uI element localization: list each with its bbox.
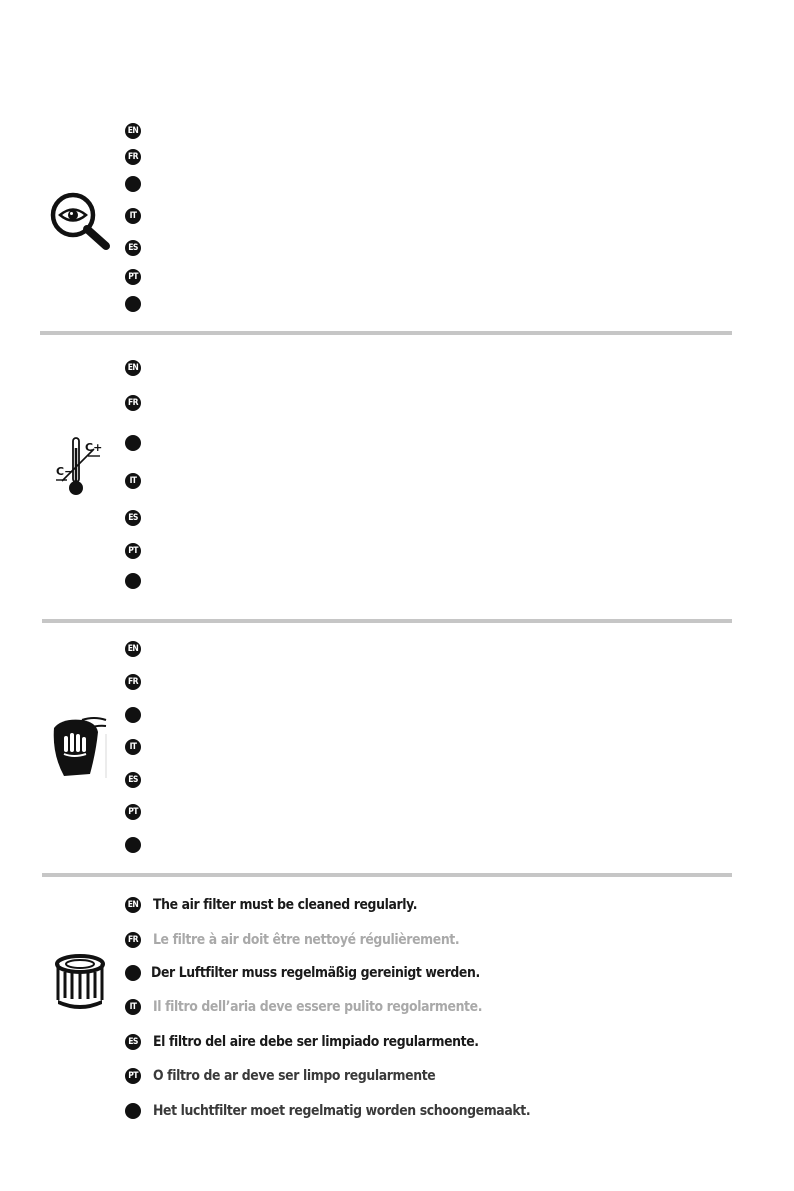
lang-row-de [125, 706, 141, 724]
lang-row-nl [125, 295, 141, 313]
lang-row-nl [125, 836, 141, 854]
lang-row-fr [125, 673, 141, 691]
lang-row-pt [125, 268, 141, 286]
lang-badge-es: ES [125, 1034, 141, 1050]
lang-row-pt [125, 542, 141, 560]
lang-badge-de [125, 707, 141, 723]
text-nl: Het luchtfilter moet regelmatig worden schoongemaakt. [153, 1103, 531, 1119]
thermo-minus-label: C− [56, 465, 74, 478]
text-es: El filtro del aire debe ser limpiado regularmente. [153, 1034, 479, 1050]
lang-badge-de [125, 435, 141, 451]
lang-row-en [125, 359, 141, 377]
lang-badge-fr: FR [125, 674, 141, 690]
lang-badge-pt: PT [125, 269, 141, 285]
lang-badge-en: EN [125, 360, 141, 376]
lang-badge-nl [125, 1103, 141, 1119]
section-divider [40, 331, 732, 335]
lang-badge-fr: FR [125, 932, 141, 948]
air-filter-icon [54, 954, 106, 1014]
lang-row-nl [125, 572, 141, 590]
lang-badge-es: ES [125, 240, 141, 256]
text-it: Il filtro dell’aria deve essere pulito regolarmente. [153, 999, 483, 1015]
lang-badge-es: ES [125, 772, 141, 788]
lang-badge-fr: FR [125, 395, 141, 411]
lang-row-it [125, 472, 141, 490]
lang-badge-de [125, 965, 141, 981]
lang-row-pt [125, 1067, 481, 1085]
lang-badge-nl [125, 573, 141, 589]
text-fr: Le filtre à air doit être nettoyé régulièrement. [153, 932, 460, 948]
text-pt: O filtro de ar deve ser limpo regularmente [153, 1068, 436, 1084]
lang-row-fr [125, 931, 509, 949]
lang-row-es [125, 771, 141, 789]
lang-badge-nl [125, 296, 141, 312]
lang-row-de [125, 964, 533, 982]
thermometer-icon [54, 436, 104, 498]
lang-row-nl [125, 1102, 592, 1120]
lang-row-pt [125, 803, 141, 821]
text-en: The air filter must be cleaned regularly. [153, 897, 418, 913]
lang-row-es [125, 239, 141, 257]
lang-row-fr [125, 394, 141, 412]
thermo-plus-label: C+ [85, 441, 103, 454]
lang-row-en [125, 896, 460, 914]
lang-row-it [125, 207, 141, 225]
lang-badge-nl [125, 837, 141, 853]
lang-badge-en: EN [125, 897, 141, 913]
lang-row-en [125, 640, 141, 658]
lang-row-fr [125, 148, 141, 166]
lang-badge-pt: PT [125, 804, 141, 820]
lang-row-en [125, 122, 141, 140]
lang-badge-pt: PT [125, 543, 141, 559]
lang-badge-it: IT [125, 473, 141, 489]
magnifier-eye-icon [48, 190, 114, 252]
lang-row-de [125, 175, 141, 193]
lang-badge-it: IT [125, 739, 141, 755]
text-de: Der Luftfilter muss regelmäßig gereinigt werden. [151, 965, 480, 981]
lang-row-es [125, 1033, 532, 1051]
lang-badge-es: ES [125, 510, 141, 526]
lang-badge-fr: FR [125, 149, 141, 165]
lang-badge-en: EN [125, 641, 141, 657]
section-divider [42, 873, 732, 877]
lang-badge-en: EN [125, 123, 141, 139]
hand-wipe-icon [48, 712, 110, 780]
lang-badge-de [125, 176, 141, 192]
lang-badge-pt: PT [125, 1068, 141, 1084]
lang-row-de [125, 434, 141, 452]
lang-row-it [125, 998, 536, 1016]
section-divider [42, 619, 732, 623]
lang-badge-it: IT [125, 208, 141, 224]
lang-badge-it: IT [125, 999, 141, 1015]
lang-row-it [125, 738, 141, 756]
lang-row-es [125, 509, 141, 527]
